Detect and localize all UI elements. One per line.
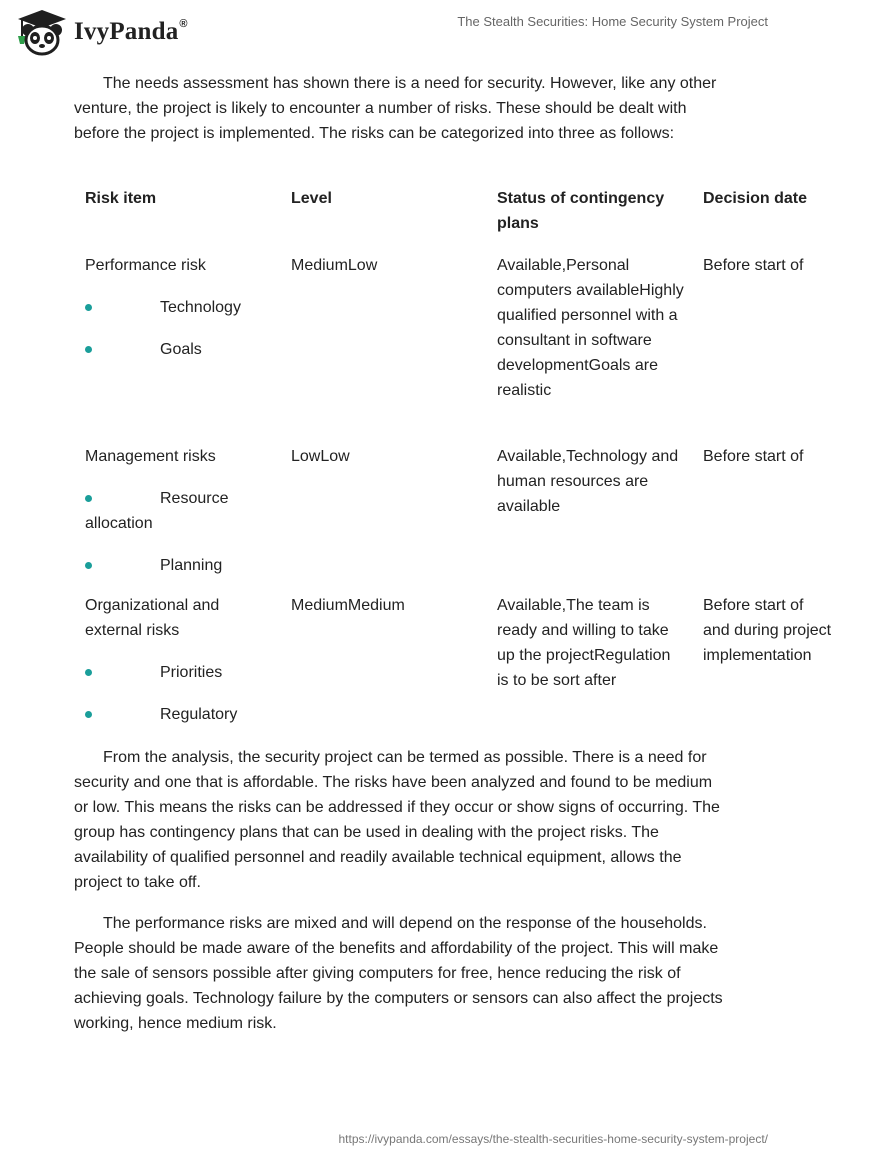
performance-paragraph: The performance risks are mixed and will depend on the response of the households. People should be made aware of the benefits and affordability of the project. This will make the sale of sensors possible after giving computers for free, hence reducing the risk of achieving goals. Technology failure by the computers or sensors can also affect the projects working, hence medium risk. xyxy=(74,915,723,1032)
table-row xyxy=(74,253,874,444)
risk-table xyxy=(74,186,874,743)
level-cell: MediumLow xyxy=(291,257,378,274)
source-url[interactable]: https://ivypanda.com/essays/the-stealth-securities-home-security-system-project/ xyxy=(338,1132,768,1146)
intro-section xyxy=(74,71,800,146)
risk-item-name: Management risks xyxy=(85,448,216,465)
document-title: The Stealth Securities: Home Security System Project xyxy=(457,14,768,29)
table-header-row xyxy=(74,186,874,253)
bullet-icon xyxy=(85,304,92,311)
list-item: Regulatory xyxy=(85,702,274,727)
analysis-paragraph: From the analysis, the security project can be termed as possible. There is a need for security and one that is affordable. The risks have been analyzed and found to be medium or low. This means the risks can be addressed if they occur or show signs of occurring. The group has contingency plans that can be used in dealing with the project risks. The availability of qualified personnel and readily available technical equipment, allows the project to take off. xyxy=(74,749,720,891)
header-decision-date: Decision date xyxy=(703,190,808,207)
list-item: Priorities xyxy=(85,660,274,685)
decision-cell: Before start of and during project implementation xyxy=(703,597,832,664)
list-item: Resource allocation xyxy=(85,490,229,532)
bullet-icon xyxy=(85,346,92,353)
header-risk-item: Risk item xyxy=(85,190,157,207)
header-level: Level xyxy=(291,190,332,207)
bullet-icon xyxy=(85,562,92,569)
table-row xyxy=(74,444,874,593)
risk-item-name: Performance risk xyxy=(85,257,206,274)
registered-mark: ® xyxy=(179,18,188,30)
list-item: Planning xyxy=(85,553,274,578)
bullet-icon xyxy=(85,711,92,718)
decision-cell: Before start of xyxy=(703,448,804,465)
level-cell: MediumMedium xyxy=(291,597,405,614)
decision-cell: Before start of xyxy=(703,257,804,274)
status-cell: Available,Technology and human resources are available xyxy=(497,448,679,515)
risk-item-cell xyxy=(74,444,280,593)
brand-name: IvyPanda® xyxy=(74,18,188,45)
table-row xyxy=(74,593,874,743)
status-cell: Available,The team is ready and willing to take up the projectRegulation is to be sort after xyxy=(497,597,671,689)
panda-graduate-icon xyxy=(16,8,68,56)
risk-item-cell xyxy=(74,593,280,743)
status-cell: Available,Personal computers availableHighly qualified personnel with a consultant in software developmentGoals are realistic xyxy=(497,257,684,399)
risk-item-name: Organizational and external risks xyxy=(85,597,220,639)
level-cell: LowLow xyxy=(291,448,350,465)
risk-item-cell xyxy=(74,253,280,444)
list-item: Goals xyxy=(85,337,274,362)
header-status: Status of contingency plans xyxy=(497,190,665,232)
bullet-icon xyxy=(85,495,92,502)
bullet-icon xyxy=(85,669,92,676)
intro-paragraph: The needs assessment has shown there is a need for security. However, like any other venture, the project is likely to encounter a number of risks. These should be dealt with before the project is implemented. The risks can be categorized into three as follows: xyxy=(74,75,717,142)
page-header xyxy=(0,0,800,64)
list-item: Technology xyxy=(85,295,274,320)
brand-logo[interactable] xyxy=(16,8,188,56)
